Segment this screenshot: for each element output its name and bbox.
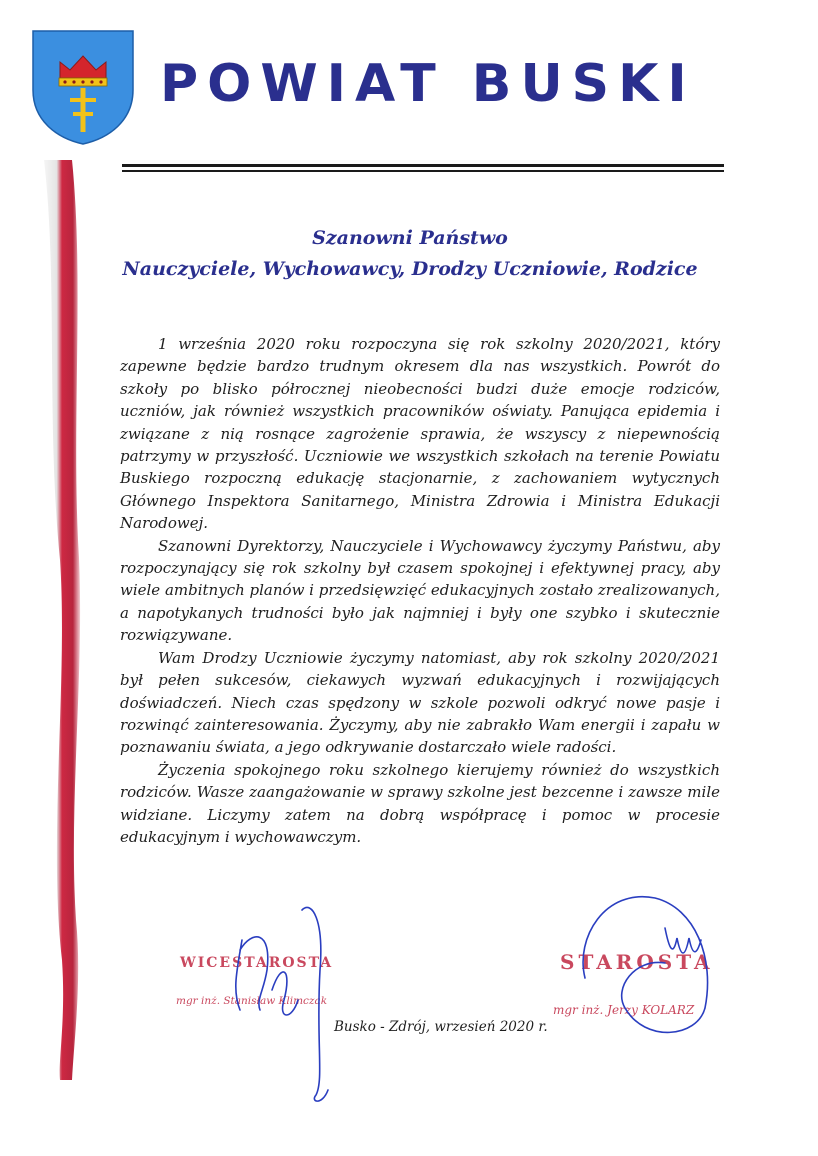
- greeting-line-2: Nauczyciele, Wychowawcy, Drodzy Uczniowie, Rodzice: [122, 258, 698, 280]
- vice-starosta-stamp-title: WICESTAROSTA: [180, 955, 334, 971]
- organization-title: POWIAT BUSKI: [160, 54, 696, 114]
- place-and-date: Busko - Zdrój, wrzesień 2020 r.: [334, 1019, 548, 1035]
- greeting-line-1: Szanowni Państwo: [312, 227, 508, 249]
- letter-paragraph: Wam Drodzy Uczniowie życzymy natomiast, aby rok szkolny 2020/2021 był pełen sukcesów, ciekawych wyzwań edukacyjnych i rozwijających doświadczeń. Niech czas spędzony w szkole pozwoli odkryć nowe pasje i rozwinąć zainteresowania. Życzymy, aby nie zabrakło Wam energii i zapału w poznawaniu świata, a jego odkrywanie dostarczało wiele radości.: [120, 648, 720, 757]
- starosta-stamp-title: STAROSTA: [560, 950, 714, 974]
- letter-paragraph: Życzenia spokojnego roku szkolnego kierujemy również do wszystkich rodziców. Wasze zaangażowanie w sprawy szkolne jest bezcenne i zawsze mile widziane. Liczymy zatem na dobrą współpracę i pomoc w procesie edukacyjnym i wychowawczym.: [120, 760, 720, 846]
- header-divider: [122, 164, 724, 167]
- coat-of-arms-icon: [30, 28, 136, 146]
- letter-body: [120, 333, 720, 848]
- starosta-stamp-name: mgr inż. Jerzy KOLARZ: [553, 1003, 695, 1017]
- ribbon-decoration: [38, 160, 90, 1080]
- header-divider-thin: [122, 170, 724, 172]
- letter-paragraph: Szanowni Dyrektorzy, Nauczyciele i Wychowawcy życzymy Państwu, aby rozpoczynający się rok szkolny był czasem spokojnej i efektywnej pracy, aby wiele ambitnych planów i przedsięwzięć edukacyjnych zostało zrealizowanych, a napotykanych trudności było jak najmniej i były one szybko i skutecznie rozwiązywane.: [120, 536, 720, 645]
- letter-paragraph: 1 września 2020 roku rozpoczyna się rok szkolny 2020/2021, który zapewne będzie bardzo trudnym okresem dla nas wszystkich. Powrót do szkoły po blisko półrocznej nieobecności budzi duże emocje rodziców, uczniów, jak również wszystkich pracowników oświaty. Panująca epidemia i związane z nią rosnące zagrożenie sprawia, że wszyscy z niepewnością patrzymy w przyszłość. Uczniowie we wszystkich szkołach na terenie Powiatu Buskiego rozpoczną edukację stacjonarnie, z zachowaniem wytycznych Głównego Inspektora Sanitarnego, Ministra Zdrowia i Ministra Edukacji Narodowej.: [120, 335, 720, 533]
- vice-starosta-stamp-name: mgr inż. Stanisław Klimczak: [176, 995, 328, 1007]
